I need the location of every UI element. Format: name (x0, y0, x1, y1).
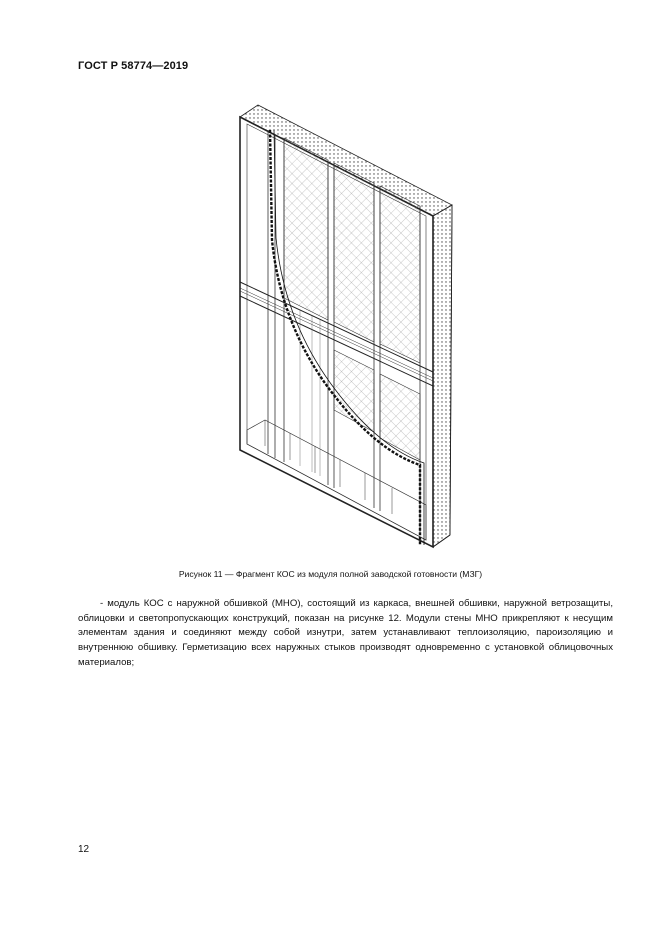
page-number: 12 (78, 844, 90, 855)
right-edge-band (433, 205, 452, 547)
figure-caption: Рисунок 11 — Фрагмент КОС из модуля полной заводской готовности (МЗГ) (178, 569, 483, 579)
upper-panel-1 (284, 138, 328, 320)
standard-code-header: ГОСТ Р 58774—2019 (78, 60, 189, 72)
kos-module-drawing (200, 95, 480, 560)
upper-panel-2 (334, 163, 374, 342)
upper-panel-3 (380, 186, 420, 363)
body-text (78, 597, 613, 671)
paragraph-mno-module: - модуль КОС с наружной обшивкой (МНО), состоящий из каркаса, внешней обшивки, наружной ветрозащиты, облицовки и светопропускающих конструкций, показан на рисунке 12. Модули стены МНО прикрепляют к несущим элементам здания и соединяют между собой изнутри, затем устанавливают теплоизоляцию, пароизоляцию и внутреннюю обшивку. Герметизацию всех наружных стыков производят одновременно с установкой облицовочных материалов; (78, 598, 613, 668)
